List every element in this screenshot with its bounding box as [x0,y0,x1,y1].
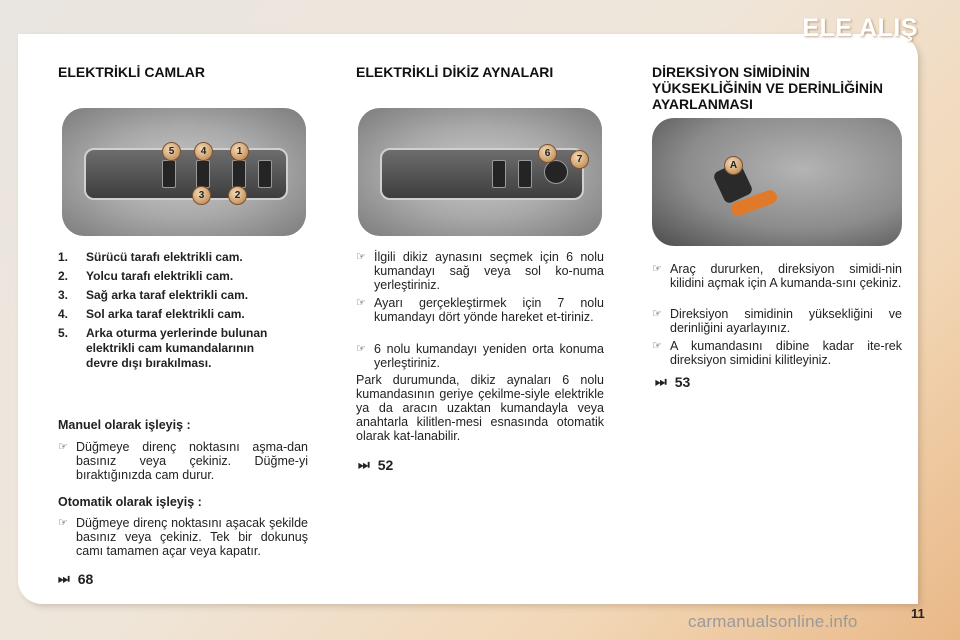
page-title: ELE ALIŞ [802,14,918,42]
mirror-bullet-3: ☞ 6 nolu kumandayı yeniden orta konuma yerleştiriniz. [356,342,604,370]
pointing-hand-icon: ☞ [58,441,68,453]
window-controls-list [58,250,298,375]
page-number: 11 [911,606,925,621]
manual-operation-bullet: ☞ Düğmeye direnç noktasını aşma-dan basınız veya çekiniz. Düğme-yi bıraktığınızda cam durur. [58,440,308,482]
list-item: 3. Sağ arka taraf elektrikli cam. [58,288,249,302]
fast-forward-icon: ⏭ [358,457,370,472]
mirror-bullet-2: ☞ Ayarı gerçekleştirmek için 7 nolu kumandayı dört yönde hareket et-tiriniz. [356,296,604,324]
badge-3: 3 [192,186,211,205]
manual-operation-heading: Manuel olarak işleyiş : [58,418,191,432]
badge-1: 1 [230,142,249,161]
section-heading-windows: ELEKTRİKLİ CAMLAR [58,64,205,80]
mirror-bullet-1: ☞ İlgili dikiz aynasını seçmek için 6 nolu kumandayı sağ veya sol ko-numa yerleştiriniz. [356,250,604,292]
list-item: 4. Sol arka taraf elektrikli cam. [58,307,245,321]
window-switch [492,160,506,188]
fast-forward-icon: ⏭ [655,374,667,389]
list-item: 1. Sürücü tarafı elektrikli cam. [58,250,243,264]
steering-bullet-2: ☞ Direksiyon simidinin yüksekliğini ve derinliğini ayarlayınız. [652,307,902,335]
window-switch-photo [62,108,306,236]
badge-6: 6 [538,144,557,163]
page-reference: ⏭ 53 [655,374,691,390]
watermark: carmanualsonline.info [688,612,858,631]
badge-a: A [724,156,743,175]
mirror-switch-photo [358,108,602,236]
window-switch [162,160,176,188]
window-switch [258,160,272,188]
pointing-hand-icon: ☞ [652,340,662,352]
page-reference: ⏭ 68 [58,571,94,587]
pointing-hand-icon: ☞ [356,343,366,355]
list-item: 5. Arka oturma yerlerinde bulunan elektrikli cam kumandalarının devre dışı bırakılması. [58,326,268,370]
window-switch-panel [84,148,288,200]
window-switch [232,160,246,188]
automatic-operation-heading: Otomatik olarak işleyiş : [58,495,202,509]
page-reference: ⏭ 52 [358,457,394,473]
window-switch [196,160,210,188]
automatic-operation-bullet: ☞ Düğmeye direnç noktasını aşacak şekilde basınız veya çekiniz. Tek bir dokunuş camı tamamen açar veya kapatır. [58,516,308,558]
window-switch [518,160,532,188]
steering-bullet-1: ☞ Araç dururken, direksiyon simidi-nin kilidini açmak için A kumanda-sını çekiniz. [652,262,902,290]
badge-2: 2 [228,186,247,205]
badge-5: 5 [162,142,181,161]
steering-bullet-3: ☞ A kumandasını dibine kadar ite-rek direksiyon simidini kilitleyiniz. [652,339,902,367]
fast-forward-icon: ⏭ [58,571,70,586]
list-item: 2. Yolcu tarafı elektrikli cam. [58,269,234,283]
mirror-joystick [544,160,568,184]
section-heading-steering: DİREKSİYON SİMİDİNİN YÜKSEKLİĞİNİN VE DERİNLİĞİNİN AYARLANMASI [652,64,884,112]
pointing-hand-icon: ☞ [652,308,662,320]
pointing-hand-icon: ☞ [652,263,662,275]
pointing-hand-icon: ☞ [356,297,366,309]
mirror-paragraph: Park durumunda, dikiz aynaları 6 nolu kumandasının geriye çekilme-siyle elektrikle ya da aracın uzaktan kumandayla veya anahtarla kilitlen-mesi esnasında otomatik olarak kat-lanabilir. [356,373,604,443]
pointing-hand-icon: ☞ [356,251,366,263]
pointing-hand-icon: ☞ [58,517,68,529]
badge-4: 4 [194,142,213,161]
badge-7: 7 [570,150,589,169]
section-heading-mirrors: ELEKTRİKLİ DİKİZ AYNALARI [356,64,554,80]
steering-lever-photo [652,118,902,246]
